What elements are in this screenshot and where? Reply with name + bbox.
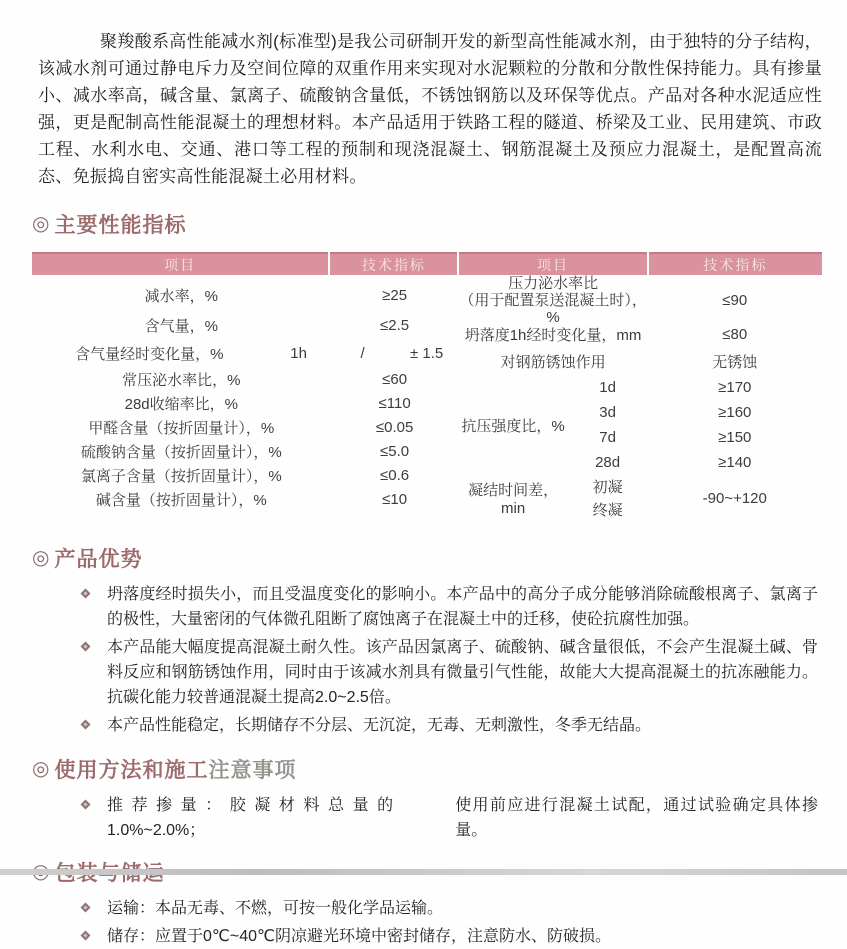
item-label-line: 压力泌水率比 (508, 274, 599, 292)
section-title-advantages: 产品优势 (54, 548, 143, 571)
performance-table (32, 252, 822, 521)
spec-value: ≥170 (718, 379, 752, 396)
diamond-bullet-icon (81, 589, 91, 599)
diamond-bullet-icon (81, 642, 91, 652)
item-label: 28d收缩率比，% (124, 395, 238, 413)
list-item (82, 713, 822, 738)
age-sub-label: 1d (599, 379, 616, 396)
item-label: 坍落度1h经时变化量，mm (464, 326, 642, 344)
section-title-performance: 主要性能指标 (54, 214, 187, 237)
section-heading-usage (32, 754, 822, 784)
advantages-list (32, 582, 822, 738)
item-label (459, 274, 648, 326)
table-header-cell: 技术指标 (649, 252, 822, 275)
double-circle-icon: ◎ (32, 213, 50, 235)
item-label: 硫酸钠含量（按折固量计），% (80, 443, 282, 461)
diamond-bullet-icon (81, 903, 91, 913)
table-header-row (32, 252, 822, 275)
list-item (82, 924, 822, 949)
list-item (82, 635, 822, 710)
packaging-list (32, 896, 822, 949)
intro-paragraph: 聚羧酸系高性能减水剂(标准型)是我公司研制开发的新型高性能减水剂，由于独特的分子结构，该减水剂可通过静电斥力及空间位障的双重作用来实现对水泥颗粒的分散和分散性保持能力。具有掺量小、减水率高，碱含量、氯离子、硫酸钠含量低，不锈蚀钢筋以及环保等优点。产品对各种水泥适应性强，更是配制高性能混凝土的理想材料。本产品适用于铁路工程的隧道、桥梁及工业、民用建筑、市政工程、水利水电、交通、港口等工程的预制和现浇混凝土、钢筋混凝土及预应力混凝土，是配置高流态、免振捣自密实高性能混凝土必用材料。 (38, 32, 822, 186)
item-label: 减水率，% (144, 287, 218, 305)
item-label: 常压泌水率比，% (122, 371, 241, 389)
table-row (32, 487, 459, 511)
table-row (32, 439, 459, 463)
list-item-text: 储存：应置于0℃~40℃阴凉避光环境中密封储存，注意防水、防破损。 (107, 928, 611, 945)
spec-value: ≤60 (382, 370, 408, 388)
spec-value: ≥160 (718, 404, 752, 421)
scan-edge-strip (0, 869, 847, 875)
diamond-bullet-icon (81, 931, 91, 941)
item-label: 碱含量（按折固量计），% (95, 491, 267, 509)
spec-value: ≥150 (718, 429, 752, 446)
time-sub-label: 1h (290, 345, 307, 362)
spec-value: ≤90 (722, 291, 748, 309)
spec-value: ≤2.5 (380, 316, 410, 334)
spec-value: ≤110 (378, 394, 411, 412)
trial-mix-text: 使用前应进行混凝土试配，通过试验确定具体掺量。 (455, 797, 818, 839)
table-header-cell: 项目 (459, 252, 646, 275)
spec-value: -90~+120 (702, 489, 767, 507)
item-label: 含气量，% (144, 317, 218, 335)
spec-value: ≤0.05 (375, 418, 414, 436)
list-item-text (107, 793, 822, 843)
usage-list (32, 793, 822, 843)
spec-value: ≤80 (722, 325, 748, 343)
table-row (32, 340, 459, 367)
section-heading-performance (32, 209, 822, 239)
list-item (82, 793, 822, 843)
table-header-cell: 项目 (32, 252, 328, 275)
table-right-half (459, 274, 822, 521)
slash-separator: / (360, 345, 365, 362)
double-circle-icon: ◎ (32, 758, 50, 780)
diamond-bullet-icon (81, 800, 91, 810)
section-title-usage-faded: 注意事项 (208, 759, 297, 782)
spec-value: 无锈蚀 (712, 354, 758, 371)
list-item-text: 运输：本品无毒、不燃，可按一般化学品运输。 (107, 900, 444, 917)
setting-sub-label: 终凝 (592, 502, 623, 519)
setting-sub-label: 初凝 (592, 479, 623, 496)
table-left-half (32, 280, 459, 521)
age-sub-label: 28d (595, 454, 621, 471)
item-label: 甲醛含量（按折固量计），% (88, 419, 275, 437)
spec-value: ± 1.5 (409, 345, 444, 362)
table-header-cell: 技术指标 (330, 252, 457, 275)
item-label: 氯离子含量（按折固量计），% (80, 467, 282, 485)
list-item-text: 本产品能大幅度提高混凝土耐久性。该产品因氯离子、硫酸钠、碱含量很低，不会产生混凝土碱、骨料反应和钢筋锈蚀作用，同时由于该减水剂具有微量引气性能，故能大大提高混凝土的抗冻融能力。抗碳化能力较普通混凝土提高2.0~2.5倍。 (107, 639, 818, 706)
double-circle-icon: ◎ (32, 547, 50, 569)
dosage-text: 推荐掺量：胶凝材料总量的1.0%~2.0%； (107, 797, 394, 839)
table-row (32, 415, 459, 439)
item-label-setting: 凝结时间差，min (468, 482, 559, 517)
spec-value: ≥140 (718, 454, 752, 471)
spec-value: ≤5.0 (380, 442, 410, 460)
table-row (32, 463, 459, 487)
spec-value: ≥25 (382, 286, 408, 304)
list-item-text: 坍落度经时损失小，而且受温度变化的影响小。本产品中的高分子成分能够消除硫酸根离子、氯离子的极性，大量密闭的气体微孔阻断了腐蚀离子在混凝土中的迁移，使砼抗腐性加强。 (107, 586, 818, 628)
section-heading-advantages (32, 543, 822, 573)
list-item (82, 582, 822, 632)
age-sub-label: 7d (599, 429, 616, 446)
table-row (32, 367, 459, 391)
item-label-line: （用于配置泵送混凝土时），% (459, 291, 647, 326)
item-label: 对钢筋锈蚀作用 (500, 354, 606, 371)
diamond-bullet-icon (81, 720, 91, 730)
spec-value: ≤10 (382, 490, 408, 508)
age-sub-label: 3d (599, 404, 616, 421)
item-label-strength: 抗压强度比，% (461, 417, 565, 435)
spec-value: ≤0.6 (380, 466, 410, 484)
table-row (32, 310, 459, 340)
table-row (32, 391, 459, 415)
item-label: 含气量经时变化量，% (75, 346, 224, 363)
table-row (32, 280, 459, 310)
list-item (82, 896, 822, 921)
table-body (32, 275, 822, 521)
section-title-usage: 使用方法和施工 (54, 759, 209, 782)
list-item-text: 本产品性能稳定，长期储存不分层、无沉淀，无毒、无刺激性，冬季无结晶。 (107, 717, 652, 734)
